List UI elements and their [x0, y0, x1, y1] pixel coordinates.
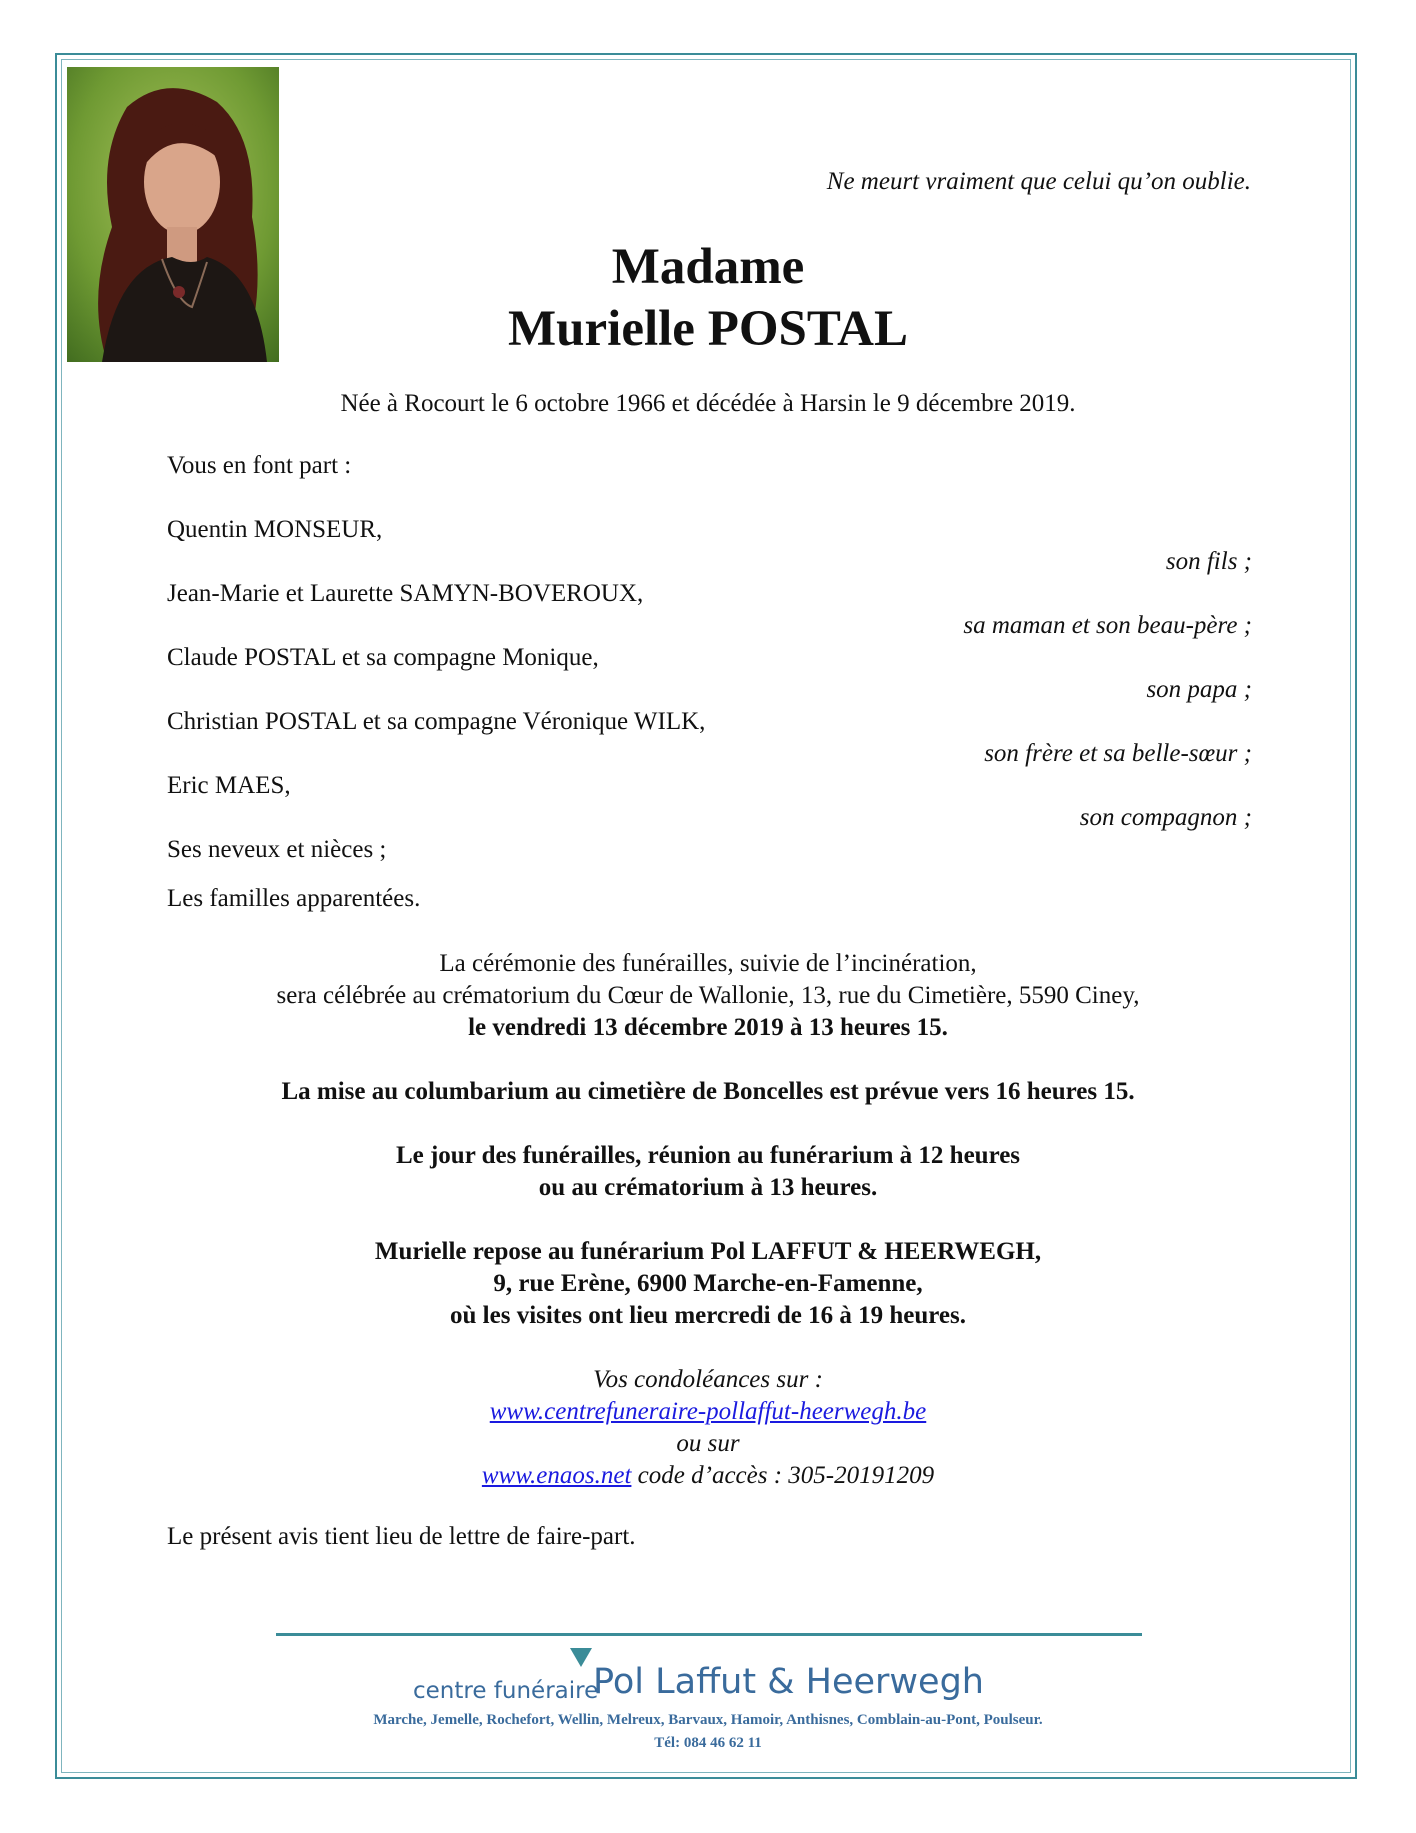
- family-name: Claude POSTAL et sa compagne Monique,: [167, 644, 599, 671]
- footer-towns: Marche, Jemelle, Rochefort, Wellin, Melreux, Barvaux, Hamoir, Anthisnes, Comblain-au-Pont, Poulseur.: [373, 1712, 1043, 1728]
- condolences-enaos-row: [0, 1460, 1416, 1492]
- epigraph-quote: Ne meurt vraiment que celui qu’on oublie.: [826, 168, 1251, 195]
- rest-line-2: 9, rue Erène, 6900 Marche-en-Famenne,: [493, 1270, 923, 1297]
- enaos-link[interactable]: www.enaos.net: [481, 1462, 632, 1489]
- family-relation: sa maman et son beau-père ;: [963, 612, 1252, 639]
- notice-line: Le présent avis tient lieu de lettre de faire-part.: [167, 1523, 636, 1550]
- meeting-line-1: Le jour des funérailles, réunion au funérarium à 12 heures: [395, 1142, 1021, 1169]
- family-name: Jean-Marie et Laurette SAMYN-BOVEROUX,: [167, 580, 644, 607]
- family-name: Christian POSTAL et sa compagne Véronique WILK,: [167, 708, 706, 735]
- extra-family-line: Les familles apparentées.: [167, 885, 421, 912]
- logo-brand-text: Pol Laffut & Heerwegh: [593, 1662, 984, 1702]
- family-relation: son fils ;: [1165, 548, 1252, 575]
- logo-triangle-icon: [570, 1648, 592, 1668]
- condolences-website-link[interactable]: www.centrefuneraire-pollaffut-heerwegh.be: [489, 1398, 927, 1425]
- ceremony-line-2: sera célébrée au crématorium du Cœur de Wallonie, 13, rue du Cimetière, 5590 Ciney,: [276, 982, 1140, 1009]
- birth-death-line: Née à Rocourt le 6 octobre 1966 et décédée à Harsin le 9 décembre 2019.: [340, 390, 1076, 417]
- ceremony-date: le vendredi 13 décembre 2019 à 13 heures 15.: [468, 1014, 948, 1041]
- title-name: Murielle POSTAL: [508, 301, 908, 357]
- footer-rule: [276, 1633, 1142, 1636]
- access-code: code d’accès : 305-20191209: [631, 1462, 935, 1489]
- columbarium-line: La mise au columbarium au cimetière de Boncelles est prévue vers 16 heures 15.: [281, 1078, 1135, 1105]
- family-relation: son compagnon ;: [1079, 804, 1252, 831]
- ceremony-line-1: La cérémonie des funérailles, suivie de l’incinération,: [439, 950, 977, 977]
- intro-line: Vous en font part :: [167, 452, 352, 479]
- family-name: Eric MAES,: [167, 772, 291, 799]
- footer-phone: Tél: 084 46 62 11: [654, 1735, 762, 1751]
- rest-line-1: Murielle repose au funérarium Pol LAFFUT & HEERWEGH,: [374, 1238, 1042, 1265]
- family-relation: son frère et sa belle-sœur ;: [984, 740, 1252, 767]
- condolences-label: Vos condoléances sur :: [593, 1366, 823, 1393]
- meeting-line-2: ou au crématorium à 13 heures.: [538, 1174, 878, 1201]
- condolences-or: ou sur: [676, 1430, 740, 1457]
- family-name: Quentin MONSEUR,: [167, 516, 383, 543]
- title-honorific: Madame: [611, 239, 805, 295]
- extra-family-line: Ses neveux et nièces ;: [167, 836, 387, 863]
- logo-small-text: centre funéraire: [413, 1678, 599, 1704]
- rest-line-3: où les visites ont lieu mercredi de 16 à 19 heures.: [450, 1302, 966, 1329]
- condolences-link-row: [0, 1396, 1416, 1428]
- family-relation: son papa ;: [1146, 676, 1252, 703]
